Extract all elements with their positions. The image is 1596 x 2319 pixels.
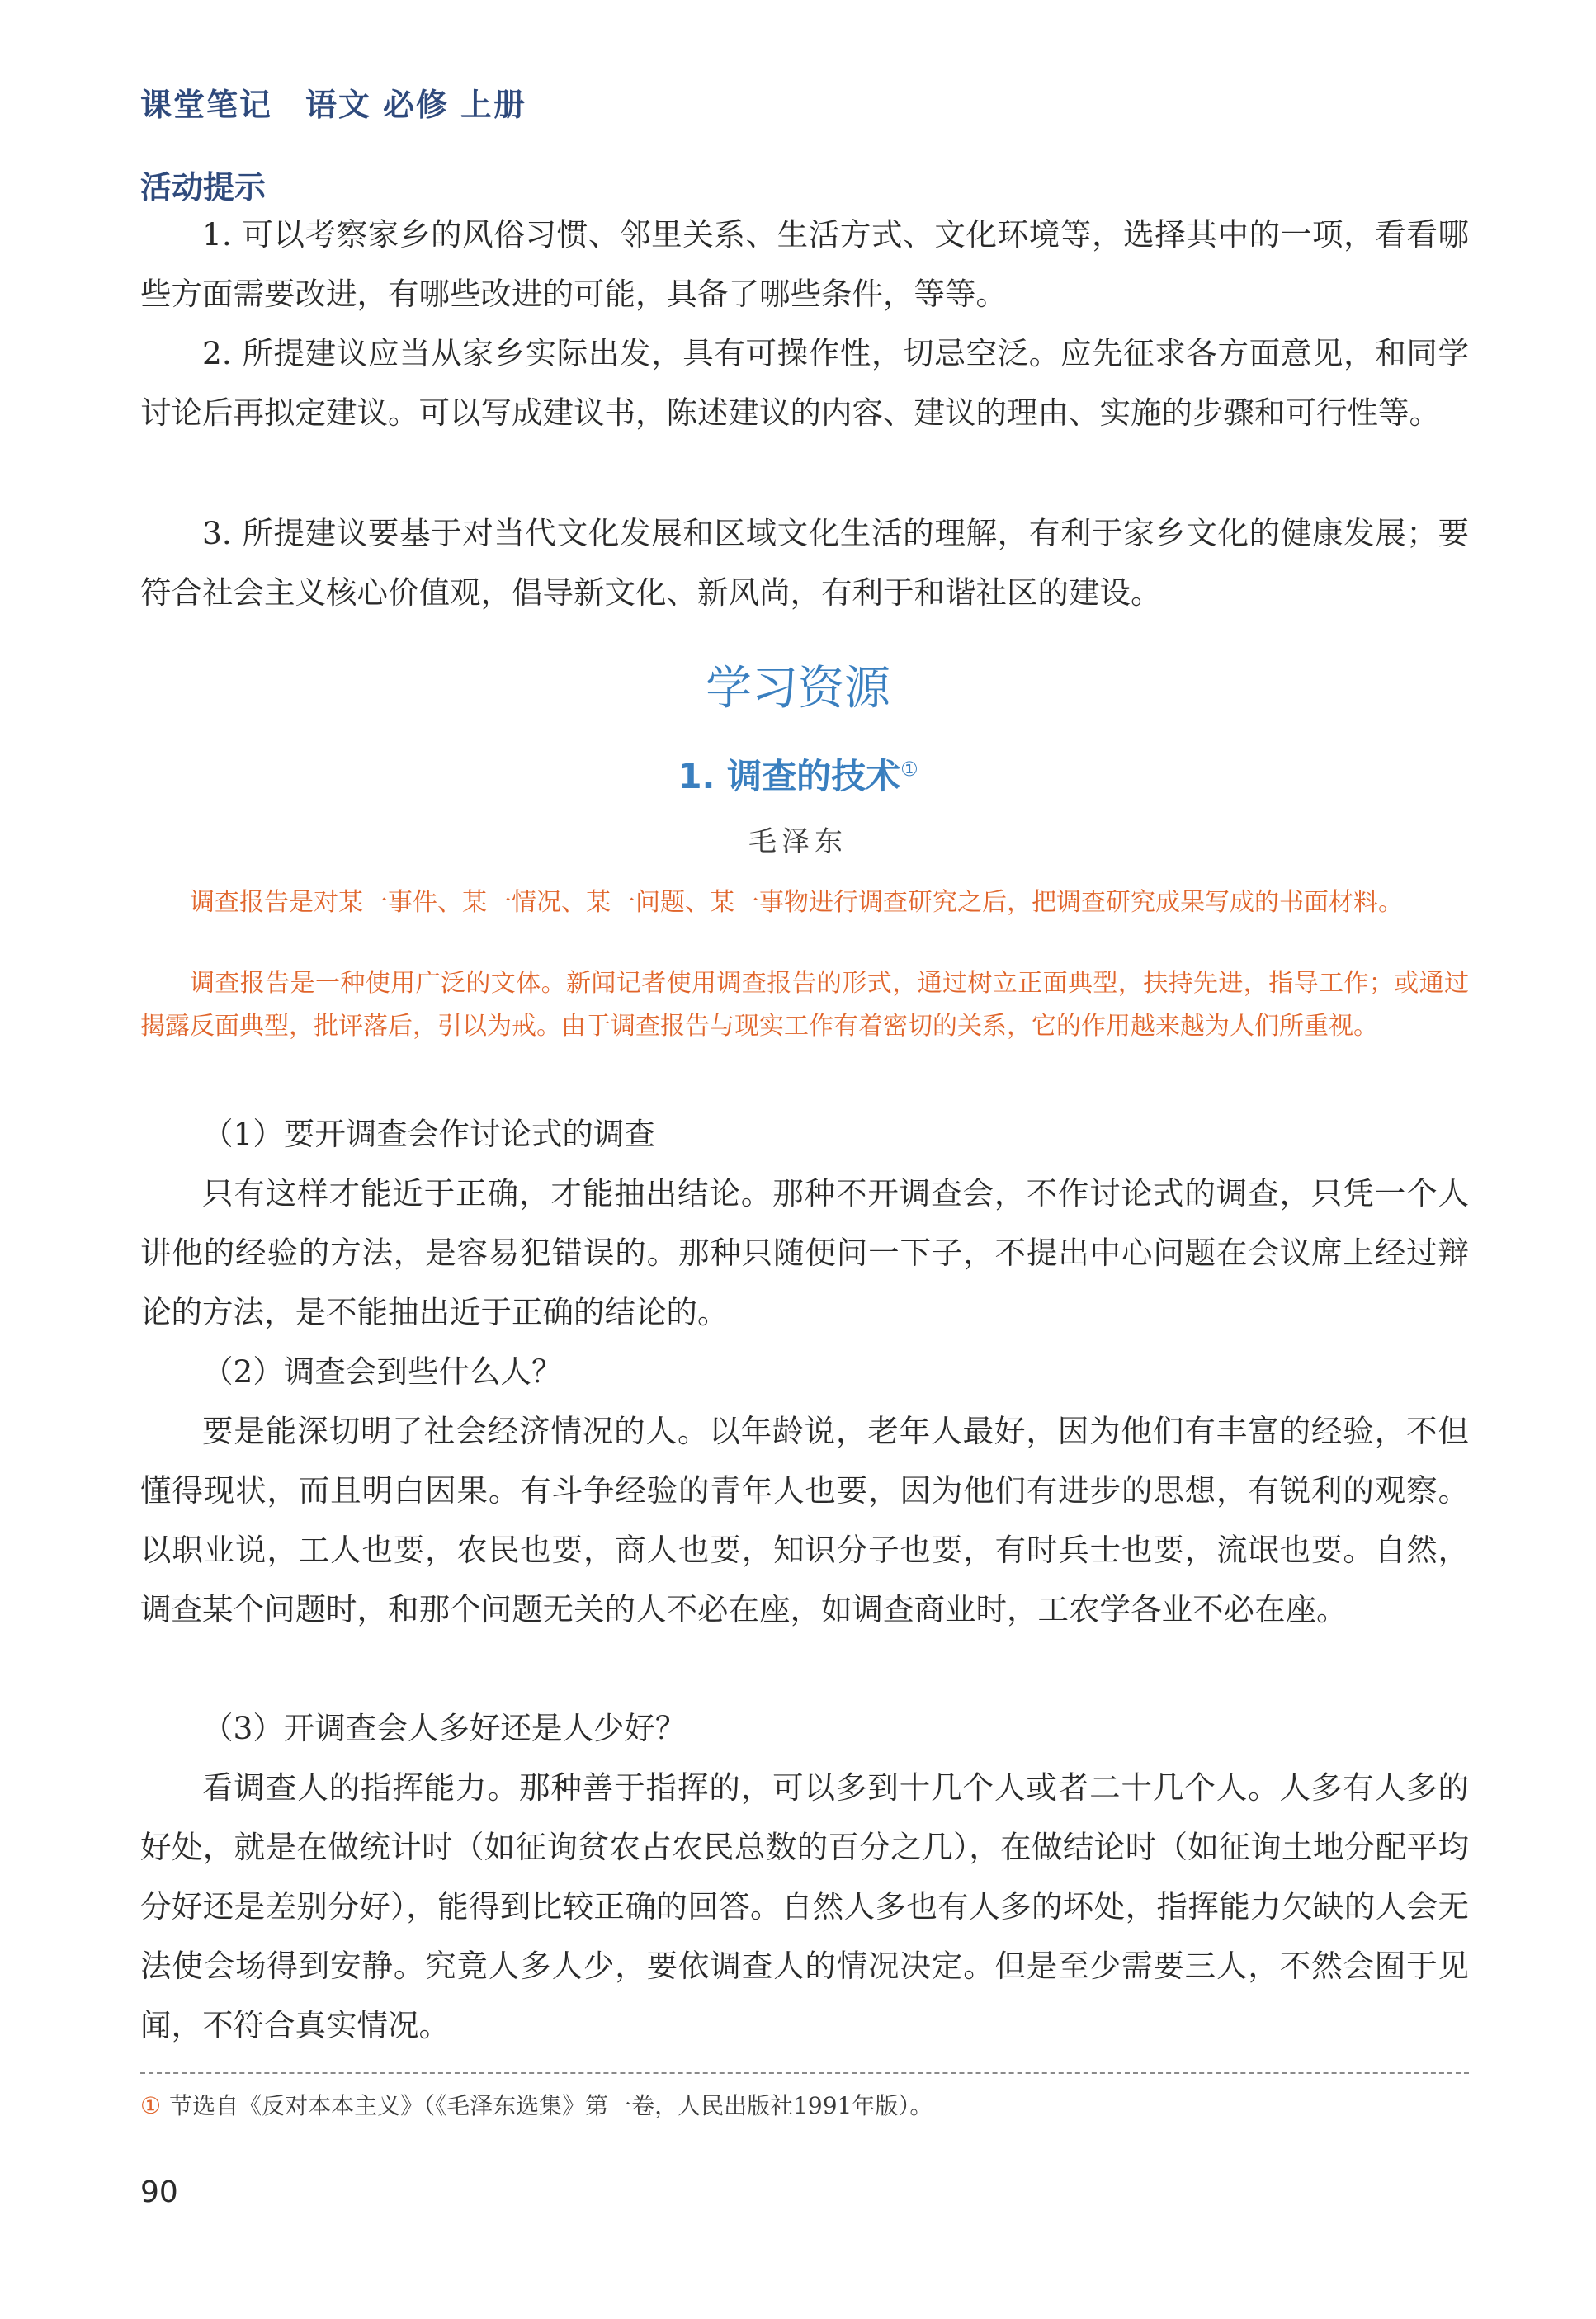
running-head-volume: 上册	[460, 87, 527, 123]
page-number: 90	[140, 2175, 178, 2209]
section-2-heading: （2）调查会到些什么人？	[202, 1353, 563, 1390]
note-paragraph-2: 调查报告是一种使用广泛的文体。新闻记者使用调查报告的形式，通过树立正面典型，扶持先进，指导工作；或通过揭露反面典型，批评落后，引以为戒。由于调查报告与现实工作有着密切的关系，它的作用越来越为人们所重视。	[140, 969, 1469, 1041]
running-head-book: 课堂笔记	[140, 87, 273, 123]
note-paragraph-1: 调查报告是对某一事件、某一情况、某一问题、某一事物进行调查研究之后，把调查研究成果写成的书面材料。	[190, 888, 1403, 917]
author: 毛泽东	[748, 825, 848, 858]
activity-item-3: 3. 所提建议要基于对当代文化发展和区域文化生活的理解，有利于家乡文化的健康发展；要符合社会主义核心价值观，倡导新文化、新风尚，有利于和谐社区的建设。	[140, 515, 1469, 611]
running-head	[140, 79, 538, 125]
footnote-marker: ①	[900, 758, 918, 781]
running-head-type: 必修	[383, 87, 450, 123]
footnote-circle-mark: ①	[140, 2092, 162, 2119]
section-3-body: 看调查人的指挥能力。那种善于指挥的，可以多到十几个人或者二十几个人。人多有人多的好处，就是在做统计时（如征询贫农占农民总数的百分之几），在做结论时（如征询土地分配平均分好还是差别分好），能得到比较正确的回答。自然人多也有人多的坏处，指挥能力欠缺的人会无法使会场得到安静。究竟人多人少，要依调查人的情况决定。但是至少需要三人，不然会囿于见闻，不符合真实情况。	[140, 1769, 1469, 2043]
article-title-text: 1. 调查的技术	[678, 756, 901, 796]
activity-item-1: 1. 可以考察家乡的风俗习惯、邻里关系、生活方式、文化环境等，选择其中的一项，看看哪些方面需要改进，有哪些改进的可能，具备了哪些条件，等等。	[140, 216, 1469, 312]
footnote-divider	[140, 2072, 1469, 2074]
activity-title: 活动提示	[140, 169, 267, 205]
footnote	[140, 2088, 933, 2121]
running-head-subject: 语文	[305, 87, 372, 123]
activity-item-2: 2. 所提建议应当从家乡实际出发，具有可操作性，切忌空泛。应先征求各方面意见，和同学讨论后再拟定建议。可以写成建议书，陈述建议的内容、建议的理由、实施的步骤和可行性等。	[140, 335, 1469, 431]
section-3-heading: （3）开调查会人多好还是人少好？	[202, 1710, 687, 1746]
footnote-text: 节选自《反对本本主义》（《毛泽东选集》第一卷，人民出版社1991年版）。	[169, 2092, 933, 2119]
section-2-body: 要是能深切明了社会经济情况的人。以年龄说，老年人最好，因为他们有丰富的经验，不但懂得现状，而且明白因果。有斗争经验的青年人也要，因为他们有进步的思想，有锐利的观察。以职业说，工人也要，农民也要，商人也要，知识分子也要，有时兵士也要，流氓也要。自然，调查某个问题时，和那个问题无关的人不必在座，如调查商业时，工农学各业不必在座。	[140, 1413, 1469, 1627]
article-title	[0, 749, 1596, 799]
section-1-heading: （1）要开调查会作讨论式的调查	[202, 1116, 655, 1152]
section-1-body: 只有这样才能近于正确，才能抽出结论。那种不开调查会，不作讨论式的调查，只凭一个人讲他的经验的方法，是容易犯错误的。那种只随便问一下子，不提出中心问题在会议席上经过辩论的方法，是不能抽出近于正确的结论的。	[140, 1175, 1469, 1330]
section-heading: 学习资源	[706, 662, 890, 716]
